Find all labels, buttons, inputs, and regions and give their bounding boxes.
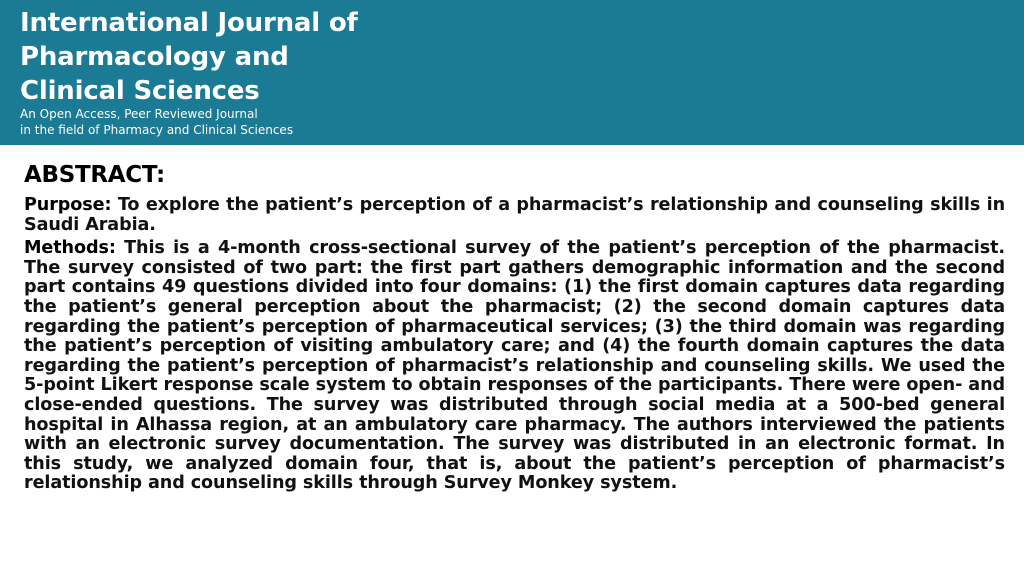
methods-label: Methods:	[24, 238, 116, 259]
methods-paragraph	[24, 239, 1005, 494]
abstract-section	[24, 158, 1005, 498]
purpose-text: To explore the patient’s perception of a pharmacist’s relationship and counseling skills in Saudi Arabia.	[24, 195, 1005, 235]
purpose-paragraph	[24, 196, 1005, 235]
methods-text: This is a 4-month cross-sectional survey of the patient’s perception of the pharmacist. The survey consisted of two part: the first part gathers demographic information and the second part contains 49 questions divided into four domains: (1) the first domain captures data regarding the patient’s general perception about the pharmacist; (2) the second domain captures data regarding the patient’s perception of pharmaceutical services; (3) the third domain was regarding the patient’s perception of visiting ambulatory care; and (4) the fourth domain captures the data regarding the patient’s perception of pharmacist’s relationship and counseling skills. We used the 5-point Likert response scale system to obtain responses of the participants. There were open- and close-ended questions. The survey was distributed through social media at a 500-bed general hospital in Alhassa region, at an ambulatory care pharmacy. The authors interviewed the patients with an electronic survey documentation. The survey was distributed in an electronic format. In this study, we analyzed domain four, that is, about the patient’s perception of pharmacist’s relationship and counseling skills through Survey Monkey system.	[24, 238, 1005, 494]
journal-title: International Journal of Pharmacology and Clinical Sciences	[20, 8, 358, 106]
journal-banner	[0, 0, 1024, 145]
abstract-heading: ABSTRACT:	[24, 162, 165, 188]
purpose-label: Purpose:	[24, 195, 112, 215]
journal-tagline: An Open Access, Peer Reviewed Journal in the field of Pharmacy and Clinical Sciences	[20, 107, 294, 137]
